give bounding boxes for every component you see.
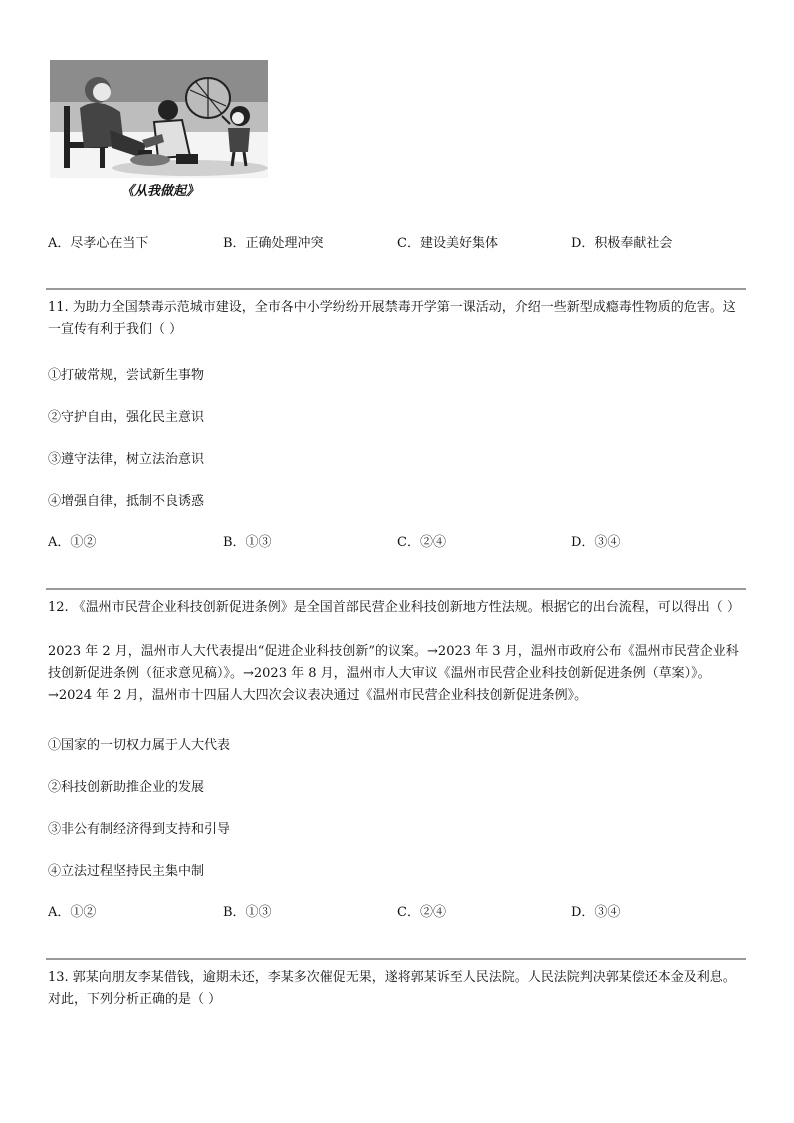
q12-item-3: ③非公有制经济得到支持和引导 [48, 822, 231, 837]
q10-option-d[interactable]: D．积极奉献社会 [571, 236, 673, 251]
q10-option-a[interactable]: A．尽孝心在当下 [48, 236, 149, 251]
q10-options [48, 232, 748, 252]
question-divider [46, 588, 746, 590]
q12-options [48, 901, 748, 921]
q11-option-c[interactable]: C．②④ [397, 535, 446, 550]
cartoon-illustration [50, 60, 268, 178]
q12-item-4: ④立法过程坚持民主集中制 [48, 864, 205, 879]
q12-item-1: ①国家的一切权力属于人大代表 [48, 738, 231, 753]
q11-options [48, 531, 748, 551]
q12-item-2: ②科技创新助推企业的发展 [48, 780, 205, 795]
q11-option-a[interactable]: A．①② [48, 535, 97, 550]
q11-option-d[interactable]: D．③④ [571, 535, 621, 550]
q12-option-b[interactable]: B．①③ [223, 905, 272, 920]
q11-stem: 11. 为助力全国禁毒示范城市建设，全市各中小学纷纷开展禁毒开学第一课活动，介绍一些新型成瘾毒性物质的危害。这一宣传有利于我们（ ） [48, 300, 736, 337]
q10-option-c[interactable]: C．建设美好集体 [397, 236, 498, 251]
q12-option-d[interactable]: D．③④ [571, 905, 621, 920]
q12-material: 2023 年 2 月，温州市人大代表提出“促进企业科技创新”的议案。→2023 年 3 月，温州市政府公布《温州市民营企业科技创新促进条例（征求意见稿）》。→2023 年 8 月，温州市人大审议《温州市民营企业科技创新促进条例（草案）》。→2024 年 2 月，温州市十四届人大四次会议表决通过《温州市民营企业科技创新促进条例》。 [48, 644, 739, 703]
q11-item-1: ①打破常规，尝试新生事物 [48, 368, 205, 383]
q11-item-4: ④增强自律，抵制不良诱惑 [48, 494, 205, 509]
q11-item-3: ③遵守法律，树立法治意识 [48, 452, 205, 467]
question-divider [46, 288, 746, 290]
q11-item-2: ②守护自由，强化民主意识 [48, 410, 205, 425]
q11-option-b[interactable]: B．①③ [223, 535, 272, 550]
figure-caption: 《从我做起》 [120, 184, 199, 199]
question-divider [46, 958, 746, 960]
q12-stem: 12. 《温州市民营企业科技创新促进条例》是全国首部民营企业科技创新地方性法规。根据它的出台流程，可以得出（ ） [48, 600, 740, 615]
q12-option-a[interactable]: A．①② [48, 905, 97, 920]
q12-option-c[interactable]: C．②④ [397, 905, 446, 920]
q13-stem: 13. 郭某向朋友李某借钱，逾期未还，李某多次催促无果，遂将郭某诉至人民法院。人民法院判决郭某偿还本金及利息。对此，下列分析正确的是（ ） [48, 970, 736, 1007]
q10-option-b[interactable]: B．正确处理冲突 [223, 236, 324, 251]
